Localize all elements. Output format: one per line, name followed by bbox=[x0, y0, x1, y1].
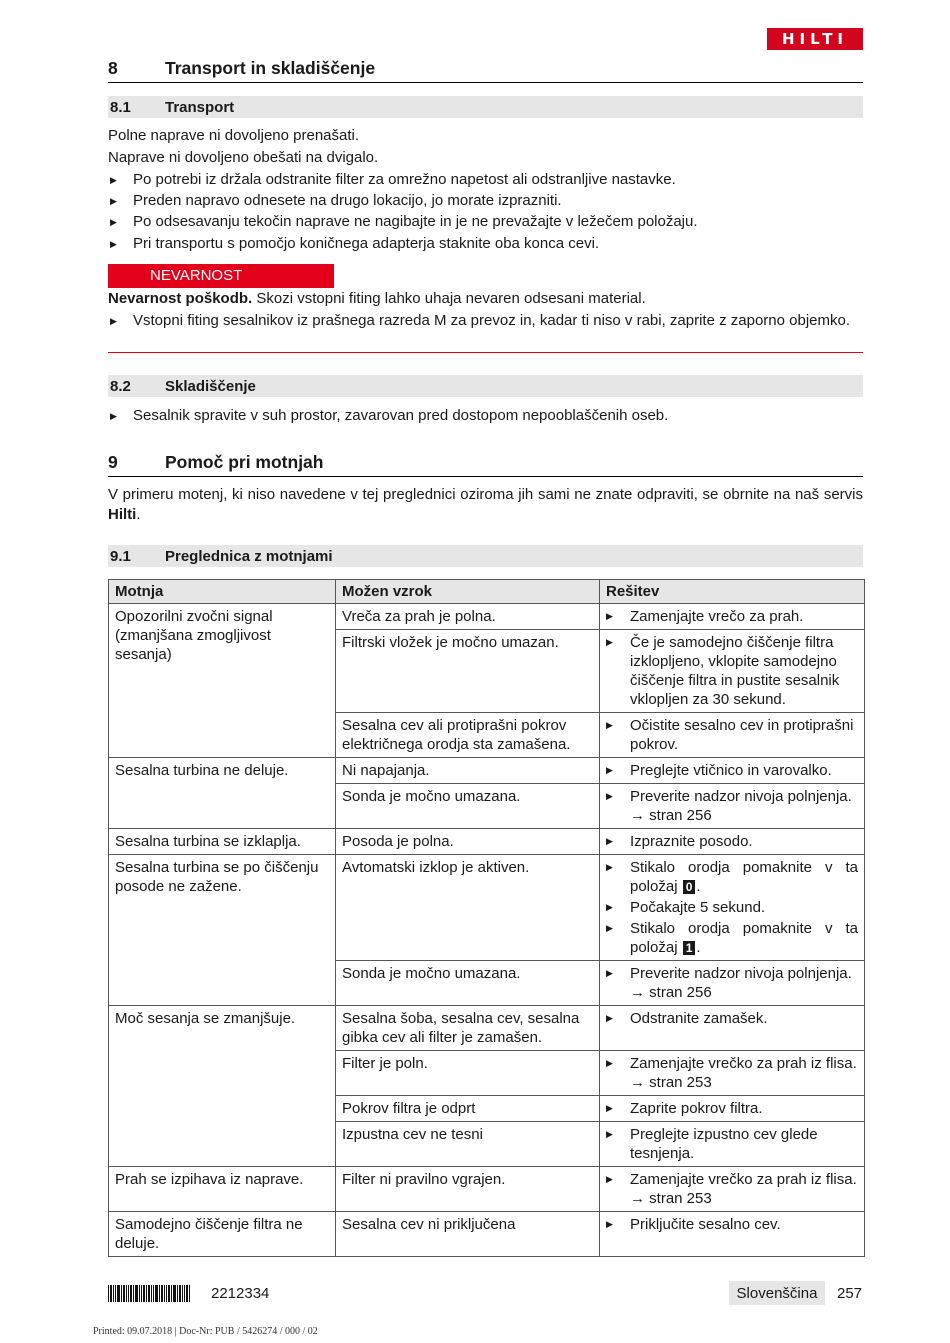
cause-cell: Avtomatski izklop je aktiven. bbox=[336, 855, 600, 961]
section-8-2-heading bbox=[108, 375, 863, 397]
bullet-arrow-icon: ▶ bbox=[606, 791, 613, 801]
column-header: Možen vzrok bbox=[336, 580, 600, 604]
danger-label bbox=[108, 264, 334, 288]
fault-cell: Sesalna turbina ne deluje. bbox=[109, 758, 336, 829]
fault-cell: Samodejno čiščenje filtra ne deluje. bbox=[109, 1212, 336, 1257]
solution-cell: ▶ Zamenjajte vrečko za prah iz flisa. → stran 253 bbox=[600, 1051, 865, 1096]
solution-cell: ▶ Preverite nadzor nivoja polnjenja. → stran 256 bbox=[600, 784, 865, 829]
table-row bbox=[109, 604, 865, 630]
section-9-1-heading bbox=[108, 545, 863, 567]
bullet-arrow-icon: ▶ bbox=[606, 1174, 613, 1184]
bullet-arrow-icon: ▶ bbox=[606, 637, 613, 647]
bullet-arrow-icon: ▶ bbox=[606, 765, 613, 775]
section-title: Transport bbox=[165, 99, 235, 116]
cause-cell: Vreča za prah je polna. bbox=[336, 604, 600, 630]
cause-cell: Sesalna šoba, sesalna cev, sesalna gibka cev ali filter je zamašen. bbox=[336, 1006, 600, 1051]
fault-cell: Opozorilni zvočni signal (zmanjšana zmogljivost sesanja) bbox=[109, 604, 336, 758]
paragraph: Naprave ni dovoljeno obešati na dvigalo. bbox=[108, 149, 379, 166]
section-number: 8.1 bbox=[110, 99, 131, 116]
section-number: 9 bbox=[108, 452, 118, 472]
cause-cell: Sonda je močno umazana. bbox=[336, 961, 600, 1006]
fault-cell: Moč sesanja se zmanjšuje. bbox=[109, 1006, 336, 1167]
danger-label-text: NEVARNOST bbox=[150, 267, 243, 284]
bullet-arrow-icon: ▶ bbox=[606, 1058, 613, 1068]
bullet-arrow-icon: ▶ bbox=[110, 196, 117, 206]
cause-cell: Sesalna cev ni priključena bbox=[336, 1212, 600, 1257]
bullet-arrow-icon: ▶ bbox=[606, 720, 613, 730]
cause-cell: Filtrski vložek je močno umazan. bbox=[336, 630, 600, 713]
solution-cell: ▶ Zamenjajte vrečo za prah. bbox=[600, 604, 865, 630]
cause-cell: Sesalna cev ali protiprašni pokrov električnega orodja sta zamašena. bbox=[336, 713, 600, 758]
language-label: Slovenščina bbox=[729, 1281, 825, 1305]
section-title: Pomoč pri motnjah bbox=[165, 452, 324, 472]
section-title: Transport in skladiščenje bbox=[165, 58, 376, 78]
fault-cell: Sesalna turbina se izklaplja. bbox=[109, 829, 336, 855]
table-row bbox=[109, 758, 865, 784]
solution-cell: ▶ Izpraznite posodo. bbox=[600, 829, 865, 855]
danger-statement bbox=[108, 289, 863, 309]
bullet-arrow-icon: ▶ bbox=[606, 1013, 613, 1023]
table-row bbox=[109, 855, 865, 961]
solution-cell: ▶ Odstranite zamašek. bbox=[600, 1006, 865, 1051]
logo-text: HILTI bbox=[781, 30, 849, 48]
solution-cell: ▶ Priključite sesalno cev. bbox=[600, 1212, 865, 1257]
troubleshooting-table bbox=[108, 579, 865, 1257]
bullet-arrow-icon: ▶ bbox=[606, 923, 613, 933]
solution-cell: ▶ Očistite sesalno cev in protiprašni pokrov. bbox=[600, 713, 865, 758]
brand-name: Hilti bbox=[108, 506, 137, 523]
solution-cell: ▶ Zamenjajte vrečko za prah iz flisa. → stran 253 bbox=[600, 1167, 865, 1212]
intro-paragraph: V primeru motenj, ki niso navedene v tej preglednici oziroma jih sami ne znate odpraviti, se obrnite na naš servis Hilti. bbox=[108, 486, 863, 523]
cause-cell: Posoda je polna. bbox=[336, 829, 600, 855]
print-info: Printed: 09.07.2018 | Doc-Nr: PUB / 5426274 / 000 / 02 bbox=[93, 1326, 318, 1337]
bullet-arrow-icon: ▶ bbox=[110, 316, 117, 326]
cause-cell: Izpustna cev ne tesni bbox=[336, 1122, 600, 1167]
bullet-arrow-icon: ▶ bbox=[110, 239, 117, 249]
cause-cell: Pokrov filtra je odprt bbox=[336, 1096, 600, 1122]
solution-cell: ▶ Preglejte vtičnico in varovalko. bbox=[600, 758, 865, 784]
table-row bbox=[109, 1167, 865, 1212]
paragraph: Polne naprave ni dovoljeno prenašati. bbox=[108, 127, 360, 144]
section-8-1-heading bbox=[108, 96, 863, 118]
fault-cell: Prah se izpihava iz naprave. bbox=[109, 1167, 336, 1212]
page-number: 257 bbox=[837, 1285, 863, 1302]
cause-cell: Sonda je močno umazana. bbox=[336, 784, 600, 829]
cause-cell: Filter je poln. bbox=[336, 1051, 600, 1096]
bullet-arrow-icon: ▶ bbox=[110, 217, 117, 227]
section-title: Skladiščenje bbox=[165, 378, 256, 395]
bullet-arrow-icon: ▶ bbox=[606, 1103, 613, 1113]
hilti-logo bbox=[767, 28, 863, 50]
barcode-icon bbox=[108, 1285, 190, 1302]
section-9-heading bbox=[108, 450, 863, 477]
table-header-row bbox=[109, 580, 865, 604]
switch-position-0-key: 0 bbox=[683, 880, 696, 894]
bullet-arrow-icon: ▶ bbox=[606, 1219, 613, 1229]
section-8-heading bbox=[108, 56, 863, 83]
danger-lead: Nevarnost poškodb. bbox=[108, 290, 253, 307]
section-number: 8 bbox=[108, 58, 118, 78]
bullet-arrow-icon: ▶ bbox=[606, 1129, 613, 1139]
section-title: Preglednica z motnjami bbox=[165, 548, 333, 565]
solution-cell: ▶ Če je samodejno čiščenje filtra izklopljeno, vklopite samodejno čiščenje filtra in pustite sesalnik vklopljen za 30 sekund. bbox=[600, 630, 865, 713]
cause-cell: Filter ni pravilno vgrajen. bbox=[336, 1167, 600, 1212]
bullet-arrow-icon: ▶ bbox=[606, 836, 613, 846]
bullet-arrow-icon: ▶ bbox=[606, 611, 613, 621]
danger-text: Skozi vstopni fiting lahko uhaja nevaren odsesani material. bbox=[252, 290, 646, 307]
column-header: Rešitev bbox=[600, 580, 865, 604]
switch-position-1-key: 1 bbox=[683, 941, 696, 955]
bullet-arrow-icon: ▶ bbox=[110, 175, 117, 185]
table-row bbox=[109, 1006, 865, 1051]
bullet-arrow-icon: ▶ bbox=[110, 411, 117, 421]
section-number: 8.2 bbox=[110, 378, 131, 395]
column-header: Motnja bbox=[109, 580, 336, 604]
bullet-arrow-icon: ▶ bbox=[606, 862, 613, 872]
cause-cell: Ni napajanja. bbox=[336, 758, 600, 784]
danger-end-line bbox=[108, 352, 863, 353]
solution-cell: ▶ Preverite nadzor nivoja polnjenja. → stran 256 bbox=[600, 961, 865, 1006]
table-row bbox=[109, 829, 865, 855]
section-number: 9.1 bbox=[110, 548, 131, 565]
bullet-arrow-icon: ▶ bbox=[606, 968, 613, 978]
bullet-arrow-icon: ▶ bbox=[606, 902, 613, 912]
solution-cell: ▶ Stikalo orodja pomaknite v ta položaj 0 . ▶ Počakajte 5 sekund. ▶ Stikalo orodja pomaknite v ta položaj 1 . bbox=[600, 855, 865, 961]
solution-cell: ▶ Preglejte izpustno cev glede tesnjenja. bbox=[600, 1122, 865, 1167]
table-row bbox=[109, 1212, 865, 1257]
fault-cell: Sesalna turbina se po čiščenju posode ne zažene. bbox=[109, 855, 336, 1006]
document-code: 2212334 bbox=[211, 1285, 270, 1302]
solution-cell: ▶ Zaprite pokrov filtra. bbox=[600, 1096, 865, 1122]
